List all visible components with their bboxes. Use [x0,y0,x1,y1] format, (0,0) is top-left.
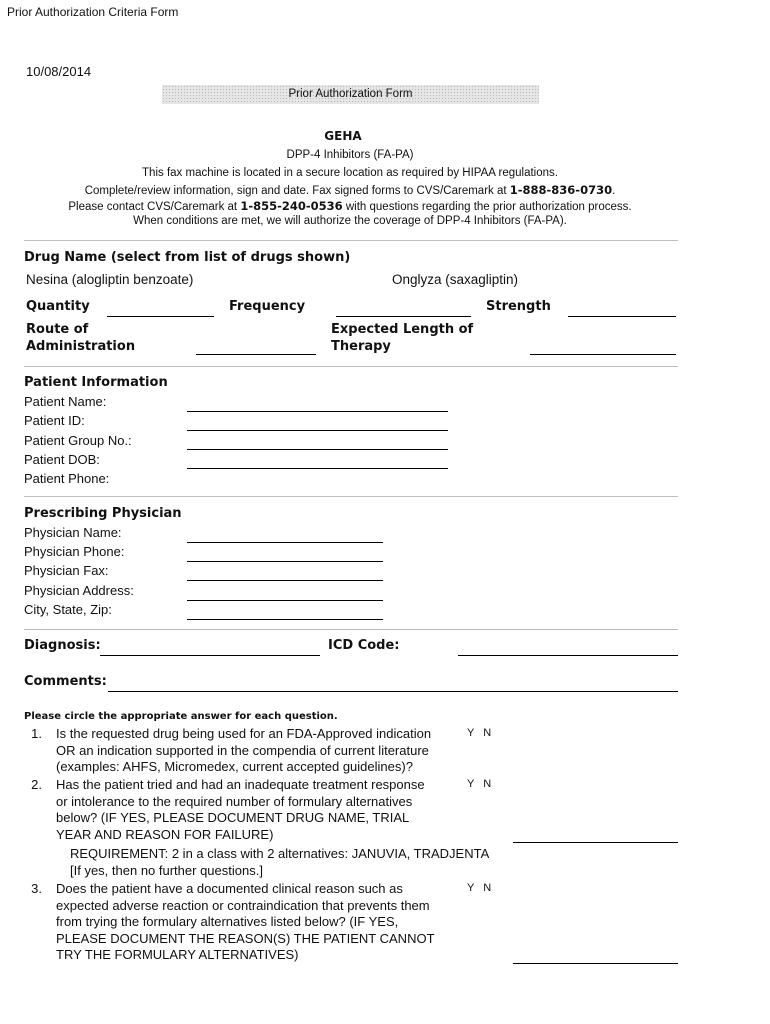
comments-field[interactable] [108,691,678,692]
divider [24,496,678,497]
question-2-number: 2. [31,777,42,792]
frequency-field[interactable] [336,316,471,317]
question-2-line: YEAR AND REASON FOR FAILURE) [56,826,274,842]
comments-label: Comments: [24,674,107,689]
quantity-field[interactable] [107,316,214,317]
patient-phone-label: Patient Phone: [24,471,110,486]
drug-option-onglyza[interactable]: Onglyza (saxagliptin) [392,272,519,287]
question-3-answer-field[interactable] [513,963,678,964]
form-banner: Prior Authorization Form [162,85,539,104]
contact-number: 1-855-240-0536 [240,199,343,213]
intro-line-1: This fax machine is located in a secure location as required by HIPAA regulations. [142,167,558,179]
question-2-line: or intolerance to the required number of formulary alternatives [56,793,413,809]
intro-line-3 [0,199,700,213]
questions-instruction: Please circle the appropriate answer for each question. [24,711,338,722]
question-1-line: (examples: AHFS, Micromedex, current accepted guidelines)? [56,759,413,774]
patient-name-label: Patient Name: [24,394,107,409]
question-2-line: below? (IF YES, PLEASE DOCUMENT DRUG NAME, TRIAL [56,810,410,825]
question-1-yn[interactable]: Y N [467,727,492,739]
question-3-line: expected adverse reaction or contraindication that prevents them [56,897,430,913]
question-3-yn[interactable]: Y N [467,882,492,894]
question-2-requirement: REQUIREMENT: 2 in a class with 2 alternatives: JANUVIA, TRADJENTA [70,846,490,861]
question-3-number: 3. [31,881,42,896]
form-subtitle: DPP-4 Inhibitors (FA-PA) [286,149,414,161]
patient-heading: Patient Information [24,375,168,390]
route-label-1: Route of [26,322,89,337]
intro-line-2 [0,183,700,197]
length-field[interactable] [530,354,676,355]
fax-number: 1-888-836-0730 [509,183,613,197]
divider [24,240,678,241]
strength-label: Strength [486,299,551,314]
intro-line-3-text: Please contact CVS/Caremark at [68,201,241,213]
org-name: GEHA [324,129,362,143]
physician-address-field[interactable] [187,600,383,601]
patient-dob-label: Patient DOB: [24,452,100,467]
question-3-line: from trying the formulary alternatives listed below? (IF YES, [56,914,399,929]
length-label-1: Expected Length of [331,322,474,337]
diagnosis-field[interactable] [100,655,320,656]
question-3-line: Does the patient have a documented clinical reason such as [56,881,403,896]
question-2-yn[interactable]: Y N [467,778,492,790]
intro-line-2-text: Complete/review information, sign and date. Fax signed forms to CVS/Caremark at [84,185,510,197]
app-title: Prior Authorization Criteria Form [7,5,179,19]
strength-field[interactable] [568,316,676,317]
question-1-line: Is the requested drug being used for an FDA-Approved indication [56,726,432,741]
intro-line-4: When conditions are met, we will authorize the coverage of DPP-4 Inhibitors (FA-PA). [133,215,567,227]
physician-address-label: Physician Address: [24,583,134,598]
physician-fax-label: Physician Fax: [24,563,109,578]
route-label-2: Administration [26,339,136,354]
quantity-label: Quantity [26,299,90,314]
question-3-text [56,881,476,964]
drug-heading: Drug Name (select from list of drugs shown) [24,250,351,265]
length-label-2: Therapy [331,339,391,354]
patient-dob-field[interactable] [187,468,448,469]
intro-line-3-end: with questions regarding the prior authorization process. [342,201,632,213]
physician-name-label: Physician Name: [24,525,122,540]
drug-option-nesina[interactable]: Nesina (alogliptin benzoate) [26,272,194,287]
icd-code-label: ICD Code: [328,638,400,653]
patient-group-label: Patient Group No.: [24,433,132,448]
city-state-zip-field[interactable] [187,619,383,620]
divider [24,629,678,630]
divider [24,366,678,367]
question-2-answer-field[interactable] [513,842,678,843]
patient-id-label: Patient ID: [24,413,85,428]
patient-name-field[interactable] [187,411,448,412]
question-1-text [56,726,476,776]
question-2-text [56,777,476,843]
question-3-line: PLEASE DOCUMENT THE REASON(S) THE PATIENT CANNOT [56,930,435,946]
intro-line-2-end: . [612,185,616,197]
physician-phone-label: Physician Phone: [24,544,125,559]
route-field[interactable] [196,354,316,355]
icd-code-field[interactable] [458,655,678,656]
physician-name-field[interactable] [187,542,383,543]
frequency-label: Frequency [229,299,306,314]
question-3-line: TRY THE FORMULARY ALTERNATIVES) [56,947,299,962]
physician-phone-field[interactable] [187,561,383,562]
question-2-line: Has the patient tried and had an inadequate treatment response [56,777,425,792]
question-2-note: [If yes, then no further questions.] [70,863,263,878]
question-1-line: OR an indication supported in the compendia of current literature [56,742,429,758]
physician-heading: Prescribing Physician [24,506,182,521]
diagnosis-label: Diagnosis: [24,638,101,653]
form-date: 10/08/2014 [26,64,92,79]
question-1-number: 1. [31,726,42,741]
city-state-zip-label: City, State, Zip: [24,602,112,617]
physician-fax-field[interactable] [187,580,383,581]
patient-id-field[interactable] [187,430,448,431]
patient-group-field[interactable] [187,449,448,450]
